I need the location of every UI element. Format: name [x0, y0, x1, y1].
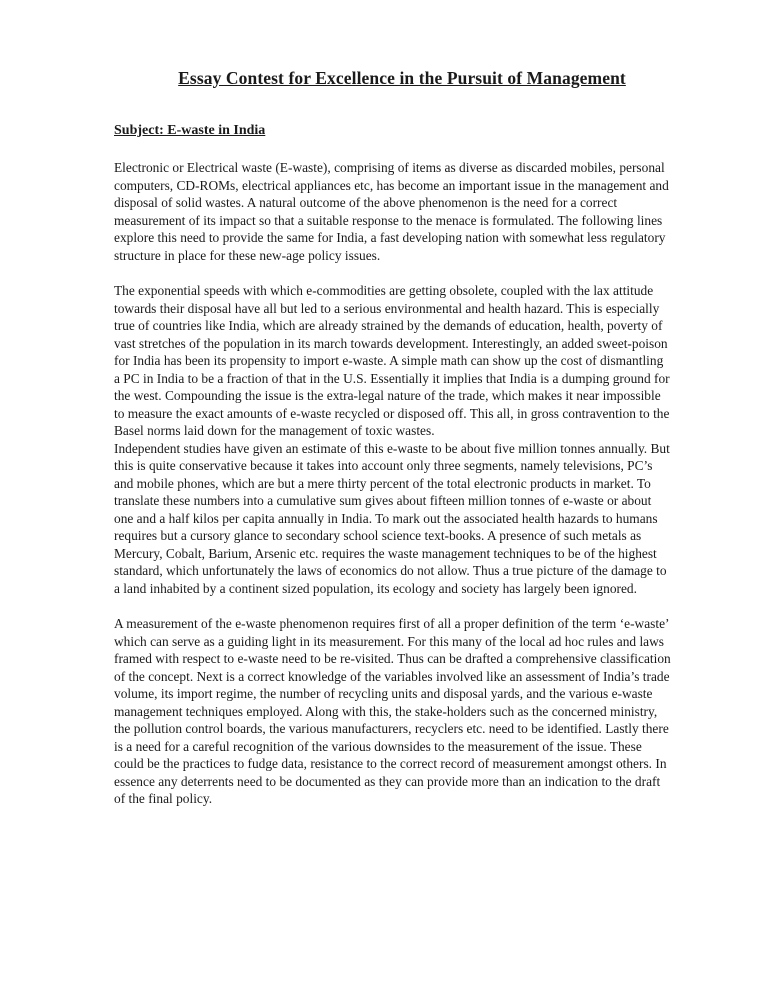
- paragraph-4: A measurement of the e-waste phenomenon requires first of all a proper definition of the term ‘e-waste’ which can serve as a guiding light in its measurement. For this many of the local ad hoc rules and laws framed with respect to e-waste need to be re-visited. Thus can be drafted a comprehensive classification of the concept. Next is a correct knowledge of the variables involved like an assessment of India’s trade volume, its import regime, the number of recycling units and disposal yards, and the various e-waste management techniques employed. Along with this, the stake-holders such as the concerned ministry, the pollution control boards, the various manufacturers, recyclers etc. need to be identified. Lastly there is a need for a careful recognition of the various downsides to the measurement of the issue. These could be the practices to fudge data, resistance to the correct record of measurement amongst others. In essence any deterrents need to be documented as they can provide more than an indication to the draft of the final policy.: [114, 616, 671, 806]
- paragraph-2: The exponential speeds with which e-commodities are getting obsolete, coupled with the lax attitude towards their disposal have all but led to a serious environmental and health hazard. This is especially true of countries like India, which are already strained by the demands of education, health, poverty of vast stretches of the population in its march towards development. Interestingly, an added sweet-poison for India has been its propensity to import e-waste. A simple math can show up the cost of dismantling a PC in India to be a fraction of that in the U.S. Essentially it implies that India is a dumping ground for the west. Compounding the issue is the extra-legal nature of the trade, which makes it near impossible to measure the exact amounts of e-waste recycled or disposed off. This all, in gross contravention to the Basel norms laid down for the management of toxic wastes.: [114, 283, 670, 438]
- essay-subject: Subject: E-waste in India: [114, 123, 266, 138]
- paragraph-3: Independent studies have given an estimate of this e-waste to be about five million tonnes annually. But this is quite conservative because it takes into account only three segments, namely televisions, PC’s and mobile phones, which are but a mere thirty percent of the total electronic products in market. To translate these numbers into a cumulative sum gives about fifteen million tonnes of e-waste or about one and a half kilos per capita annually in India. To mark out the associated health hazards to humans requires but a cursory glance to secondary school science text-books. A presence of such metals as Mercury, Cobalt, Barium, Arsenic etc. requires the waste management techniques to be of the highest standard, which unfortunately the laws of economics do not allow. Thus a true picture of the damage to a land inhabited by a continent sized population, its ecology and society has largely been ignored.: [114, 440, 670, 596]
- paragraph-1: Electronic or Electrical waste (E-waste), comprising of items as diverse as discarded mobiles, personal computers, CD-ROMs, electrical appliances etc, has become an important issue in the management and disposal of solid wastes. A natural outcome of the above phenomenon is the need for a correct measurement of its impact so that a suitable response to the menace is formulated. The following lines explore this need to provide the same for India, a fast developing nation with somewhat less regulatory structure in place for these new-age policy issues.: [114, 160, 669, 263]
- essay-title: Essay Contest for Excellence in the Pursuit of Management: [178, 68, 626, 88]
